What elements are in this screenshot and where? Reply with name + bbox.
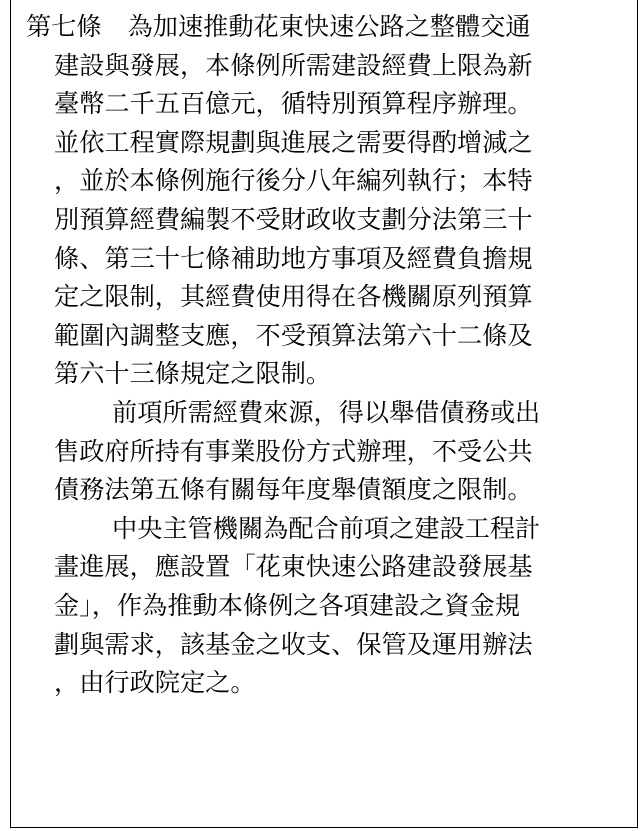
- text-line: 第七條 為加速推動花東快速公路之整體交通: [26, 12, 531, 41]
- text-line: 建設與發展，本條例所需建設經費上限為新: [54, 50, 533, 80]
- text-line: 售政府所持有事業股份方式辦理，不受公共: [54, 436, 533, 466]
- text-line: ，由行政院定之。: [54, 668, 256, 698]
- text-line: 定之限制，其經費使用得在各機關原列預算: [54, 282, 533, 312]
- text-line: 並依工程實際規劃與進展之需要得酌增減之: [54, 127, 533, 157]
- paragraph-first-line: 前項所需經費來源，得以舉借債務或出: [112, 397, 541, 427]
- text-line: ，並於本條例施行後分八年編列執行；本特: [54, 166, 533, 196]
- text-line: 別預算經費編製不受財政收支劃分法第三十: [54, 204, 533, 234]
- text-line: 條、第三十七條補助地方事項及經費負擔規: [54, 243, 533, 273]
- text-line: 劃與需求，該基金之收支、保管及運用辦法: [54, 629, 533, 659]
- paragraph-first-line: 中央主管機關為配合前項之建設工程計: [112, 513, 541, 543]
- text-line: 債務法第五條有關每年度舉債額度之限制。: [54, 475, 533, 505]
- article-7: [26, 8, 616, 703]
- text-line: 金」，作為推動本條例之各項建設之資金規: [54, 590, 520, 620]
- text-line: 臺幣二千五百億元，循特別預算程序辦理。: [54, 89, 533, 119]
- text-line: 第六十三條規定之限制。: [54, 359, 332, 389]
- article-number: 第七條: [26, 12, 102, 41]
- text-line: 畫進展，應設置「花東快速公路建設發展基: [54, 552, 533, 582]
- text-line: 範圍內調整支應，不受預算法第六十二條及: [54, 320, 533, 350]
